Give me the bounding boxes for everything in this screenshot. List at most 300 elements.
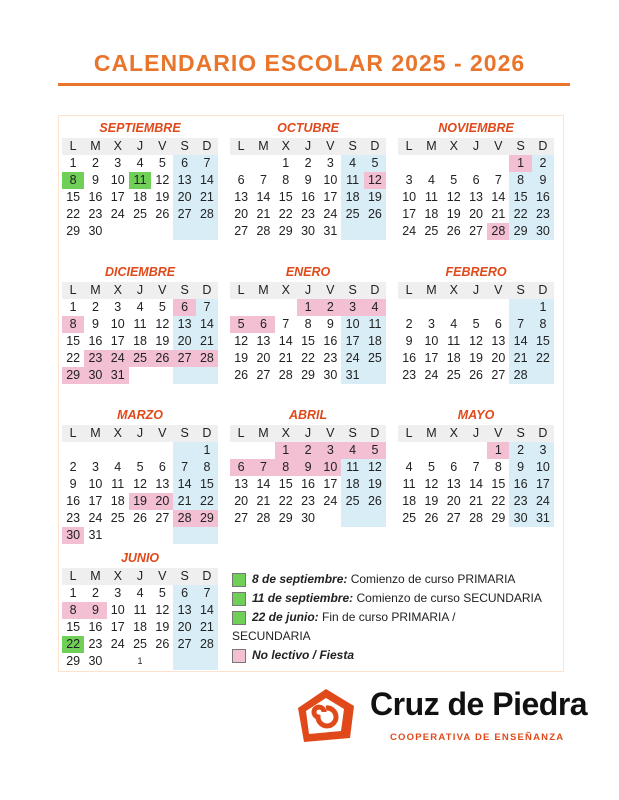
- day-cell: 14: [509, 333, 531, 350]
- weekday-header: M: [252, 282, 274, 299]
- day-cell: 30: [88, 654, 103, 668]
- day-cell: 30: [84, 367, 106, 384]
- day-cell: 30: [301, 224, 315, 238]
- day-cell: 9: [297, 459, 319, 476]
- day-cell: 1: [509, 155, 531, 172]
- day-cell: 13: [469, 190, 483, 204]
- day-cell: 10: [402, 190, 417, 204]
- day-cell: [230, 155, 252, 172]
- day-cell: [173, 367, 195, 384]
- day-cell: 18: [133, 334, 147, 348]
- day-cell: 21: [173, 493, 195, 510]
- legend-text: Fin de curso PRIMARIA /: [318, 610, 456, 624]
- legend-text: Comienzo de curso SECUNDARIA: [353, 591, 542, 605]
- day-cell: 17: [532, 476, 554, 493]
- month-name: ABRIL: [288, 408, 328, 422]
- day-cell: 1: [69, 586, 77, 600]
- day-cell: 1: [297, 299, 319, 316]
- weekday-header: D: [196, 282, 218, 299]
- day-cell: 14: [278, 334, 293, 348]
- month-name: JUNIO: [120, 551, 160, 565]
- month-abril: [230, 405, 386, 527]
- day-cell: [398, 442, 420, 459]
- day-cell: 14: [196, 602, 218, 619]
- day-cell: 12: [133, 477, 147, 491]
- day-cell: 12: [234, 334, 249, 348]
- day-cell: [364, 223, 386, 240]
- day-cell: 29: [509, 223, 531, 240]
- day-cell: 5: [158, 300, 166, 314]
- day-cell: 11: [133, 317, 147, 331]
- weekday-header: S: [509, 425, 531, 442]
- day-cell: 14: [173, 476, 195, 493]
- day-cell: 7: [196, 585, 218, 602]
- day-cell: 24: [323, 494, 338, 508]
- weekday-header: S: [341, 138, 363, 155]
- day-cell: 27: [469, 224, 483, 238]
- day-cell: 24: [424, 368, 439, 382]
- day-cell: 4: [136, 300, 144, 314]
- legend-swatch: [232, 649, 246, 663]
- legend-date: No lectivo / Fiesta: [252, 648, 355, 662]
- day-cell: 15: [509, 189, 531, 206]
- day-cell: 13: [256, 334, 271, 348]
- weekday-header: D: [532, 425, 554, 442]
- day-cell: 10: [323, 173, 338, 187]
- day-cell: 30: [532, 223, 554, 240]
- day-cell: [151, 223, 173, 240]
- day-cell: 25: [402, 511, 417, 525]
- day-cell: 21: [509, 350, 531, 367]
- day-cell: 3: [114, 300, 122, 314]
- weekday-header: X: [275, 282, 297, 299]
- day-cell: 17: [110, 620, 125, 634]
- logo-name: Cruz de Piedra: [370, 686, 588, 722]
- day-cell: 8: [304, 317, 312, 331]
- day-cell: 12: [446, 190, 461, 204]
- day-cell: 21: [196, 333, 218, 350]
- day-cell: 21: [256, 494, 271, 508]
- day-cell: 6: [472, 173, 480, 187]
- day-cell: [398, 155, 420, 172]
- day-cell: [420, 299, 442, 316]
- day-cell: 25: [110, 511, 125, 525]
- logo-subtitle: COOPERATIVA DE ENSEÑANZA: [390, 732, 565, 743]
- day-cell: 3: [91, 460, 99, 474]
- day-cell: 1: [487, 442, 509, 459]
- day-cell: 3: [114, 156, 122, 170]
- day-cell: [173, 223, 195, 240]
- weekday-header: S: [173, 568, 195, 585]
- day-cell: 25: [341, 493, 363, 510]
- day-cell: 9: [84, 602, 106, 619]
- day-cell: 21: [196, 619, 218, 636]
- day-cell: [129, 367, 151, 384]
- day-cell: 20: [469, 207, 483, 221]
- day-cell: 15: [491, 477, 506, 491]
- day-cell: [107, 653, 129, 670]
- day-cell: 11: [364, 316, 386, 333]
- weekday-header: L: [398, 282, 420, 299]
- day-cell: 7: [259, 173, 267, 187]
- day-cell: 25: [129, 350, 151, 367]
- weekday-header: S: [173, 282, 195, 299]
- month-name: ENERO: [285, 265, 331, 279]
- day-cell: 11: [133, 603, 147, 617]
- day-cell: 22: [509, 206, 531, 223]
- weekday-header: L: [398, 425, 420, 442]
- weekday-header: L: [398, 138, 420, 155]
- day-cell: 7: [173, 459, 195, 476]
- day-cell: 25: [424, 224, 439, 238]
- weekday-header: S: [341, 425, 363, 442]
- day-cell: 4: [341, 442, 363, 459]
- day-cell: [465, 299, 487, 316]
- day-cell: 26: [446, 224, 461, 238]
- day-cell: 31: [88, 528, 103, 542]
- day-cell: 20: [446, 494, 461, 508]
- day-cell: 19: [469, 351, 483, 365]
- day-cell: 6: [494, 317, 502, 331]
- day-cell: 15: [278, 477, 293, 491]
- day-cell: 13: [173, 172, 195, 189]
- day-cell: 22: [278, 494, 293, 508]
- day-cell: 9: [405, 334, 413, 348]
- weekday-header: X: [107, 138, 129, 155]
- day-cell: 14: [196, 172, 218, 189]
- day-cell: 23: [532, 206, 554, 223]
- weekday-header: J: [129, 568, 151, 585]
- day-cell: [465, 442, 487, 459]
- legend-item: [232, 589, 542, 608]
- legend-swatch: [232, 592, 246, 606]
- day-cell: 4: [450, 317, 458, 331]
- day-cell: 15: [278, 190, 293, 204]
- day-cell: 24: [110, 207, 125, 221]
- day-cell: 5: [158, 156, 166, 170]
- weekday-header: V: [319, 138, 341, 155]
- day-cell: 17: [402, 207, 417, 221]
- weekday-header: V: [151, 138, 173, 155]
- month-name: SEPTIEMBRE: [99, 121, 181, 135]
- weekday-header: L: [62, 425, 84, 442]
- weekday-header: J: [465, 282, 487, 299]
- day-cell: 25: [446, 368, 461, 382]
- day-cell: [275, 299, 297, 316]
- day-cell: 18: [110, 494, 125, 508]
- day-cell: 22: [301, 351, 315, 365]
- day-cell: [196, 367, 218, 384]
- day-cell: 6: [450, 460, 458, 474]
- legend-date: 22 de junio:: [252, 610, 319, 624]
- day-cell: 10: [424, 334, 439, 348]
- day-cell: 16: [66, 494, 81, 508]
- legend-text: SECUNDARIA: [232, 629, 311, 643]
- month-name: OCTUBRE: [277, 121, 339, 135]
- day-cell: 5: [230, 316, 252, 333]
- day-cell: 15: [301, 334, 315, 348]
- weekday-header: X: [107, 282, 129, 299]
- day-cell: 4: [136, 156, 144, 170]
- weekday-header: L: [230, 138, 252, 155]
- day-cell: 10: [88, 477, 103, 491]
- day-cell: 27: [234, 511, 249, 525]
- day-cell: 19: [155, 334, 170, 348]
- day-cell: [420, 155, 442, 172]
- weekday-header: D: [364, 138, 386, 155]
- day-cell: 20: [256, 351, 271, 365]
- day-cell: 14: [196, 316, 218, 333]
- day-cell: 6: [230, 459, 252, 476]
- day-cell: 3: [114, 586, 122, 600]
- day-cell: 9: [69, 477, 77, 491]
- day-cell: 30: [301, 511, 315, 525]
- day-cell: 27: [491, 368, 506, 382]
- day-cell: 3: [326, 156, 334, 170]
- day-cell: 4: [405, 460, 413, 474]
- day-cell: 27: [256, 368, 271, 382]
- day-cell: [151, 367, 173, 384]
- weekday-header: X: [275, 138, 297, 155]
- weekday-header: D: [196, 138, 218, 155]
- day-cell: 22: [491, 494, 506, 508]
- day-cell: 7: [472, 460, 480, 474]
- day-cell: 19: [364, 476, 386, 493]
- day-cell: 14: [469, 477, 483, 491]
- month-junio: [62, 548, 218, 670]
- day-cell: 19: [129, 493, 151, 510]
- legend: [232, 570, 542, 665]
- day-cell: [107, 442, 129, 459]
- day-cell: 17: [323, 190, 338, 204]
- weekday-header: D: [196, 568, 218, 585]
- day-cell: [252, 299, 274, 316]
- day-cell: 22: [62, 636, 84, 653]
- weekday-header: L: [230, 425, 252, 442]
- day-cell: 16: [323, 334, 338, 348]
- legend-item: [232, 646, 542, 665]
- day-cell: 28: [173, 510, 195, 527]
- day-cell: 15: [66, 190, 81, 204]
- day-cell: 16: [402, 351, 417, 365]
- day-cell: 20: [234, 207, 249, 221]
- day-cell: [465, 155, 487, 172]
- day-cell: 8: [275, 459, 297, 476]
- day-cell: 27: [173, 636, 195, 653]
- day-cell: [487, 155, 509, 172]
- day-cell: 29: [196, 510, 218, 527]
- day-cell: 26: [151, 350, 173, 367]
- day-cell: 24: [532, 493, 554, 510]
- day-cell: 2: [297, 442, 319, 459]
- day-cell: 11: [129, 172, 151, 189]
- day-cell: 9: [91, 173, 99, 187]
- day-cell: 9: [91, 317, 99, 331]
- weekday-header: D: [196, 425, 218, 442]
- day-cell: 31: [323, 224, 338, 238]
- day-cell: 12: [155, 173, 170, 187]
- day-cell: 13: [446, 477, 461, 491]
- month-name: NOVIEMBRE: [438, 121, 514, 135]
- weekday-header: D: [364, 282, 386, 299]
- cruz-de-piedra-logo-icon: [294, 686, 358, 744]
- day-cell: 6: [237, 173, 245, 187]
- day-cell: 2: [91, 586, 99, 600]
- day-cell: 11: [447, 334, 461, 348]
- day-cell: 7: [494, 173, 502, 187]
- page-title: CALENDARIO ESCOLAR 2025 - 2026: [93, 50, 526, 76]
- weekday-header: X: [107, 425, 129, 442]
- day-cell: 28: [487, 223, 509, 240]
- day-cell: 5: [472, 317, 480, 331]
- weekday-header: X: [275, 425, 297, 442]
- weekday-header: J: [297, 138, 319, 155]
- weekday-header: D: [532, 282, 554, 299]
- day-cell: 2: [405, 317, 413, 331]
- day-cell: 23: [301, 494, 315, 508]
- day-cell: 6: [158, 460, 166, 474]
- day-cell: 11: [402, 477, 416, 491]
- day-cell: 29: [491, 511, 506, 525]
- weekday-header: J: [297, 282, 319, 299]
- day-cell: 12: [155, 603, 170, 617]
- day-cell: 12: [424, 477, 439, 491]
- day-cell: [443, 299, 465, 316]
- day-cell: 25: [341, 206, 363, 223]
- day-cell: 17: [424, 351, 439, 365]
- day-cell: 6: [173, 299, 195, 316]
- day-cell: 28: [256, 511, 271, 525]
- day-cell: 20: [173, 189, 195, 206]
- day-cell: 4: [114, 460, 122, 474]
- day-cell: [107, 527, 129, 544]
- day-cell: 6: [252, 316, 274, 333]
- day-cell: 19: [424, 494, 439, 508]
- day-cell: 5: [364, 155, 386, 172]
- day-cell: 13: [234, 477, 249, 491]
- day-cell: 28: [469, 511, 483, 525]
- day-cell: 13: [173, 602, 195, 619]
- weekday-header: L: [62, 138, 84, 155]
- day-cell: [420, 442, 442, 459]
- day-cell: 19: [364, 189, 386, 206]
- day-cell: 23: [88, 207, 103, 221]
- weekday-header: J: [465, 138, 487, 155]
- day-cell: [532, 367, 554, 384]
- day-cell: 23: [509, 493, 531, 510]
- weekday-header: L: [62, 568, 84, 585]
- day-cell: 5: [364, 442, 386, 459]
- title-underline: [58, 83, 570, 86]
- day-cell: 16: [88, 190, 103, 204]
- day-cell: 31: [532, 510, 554, 527]
- day-cell: 27: [173, 350, 195, 367]
- day-cell: 31: [341, 367, 363, 384]
- day-cell: 24: [110, 637, 125, 651]
- day-cell: 2: [319, 299, 341, 316]
- day-cell: 1: [196, 442, 218, 459]
- weekday-header: M: [252, 138, 274, 155]
- day-cell: [364, 510, 386, 527]
- day-cell: 29: [301, 368, 315, 382]
- day-cell: 28: [256, 224, 271, 238]
- day-cell: [173, 527, 195, 544]
- day-cell: 18: [341, 476, 363, 493]
- legend-text: Comienzo de curso PRIMARIA: [347, 572, 516, 586]
- day-cell: 13: [234, 190, 249, 204]
- day-cell: 12: [469, 334, 483, 348]
- day-cell: 23: [301, 207, 315, 221]
- weekday-header: X: [443, 138, 465, 155]
- day-cell: 17: [88, 494, 103, 508]
- day-cell: [319, 510, 341, 527]
- day-cell: 3: [532, 442, 554, 459]
- day-cell: 29: [66, 654, 81, 668]
- day-cell: 24: [88, 511, 103, 525]
- month-mayo: [398, 405, 554, 527]
- day-cell: 29: [62, 367, 84, 384]
- day-cell: 1: [69, 300, 77, 314]
- day-cell: 28: [196, 636, 218, 653]
- legend-swatch: [232, 611, 246, 625]
- day-cell: 21: [256, 207, 271, 221]
- weekday-header: S: [509, 282, 531, 299]
- day-cell: [173, 653, 195, 670]
- day-cell: [151, 527, 173, 544]
- day-cell: 4: [427, 173, 435, 187]
- month-enero: [230, 262, 386, 384]
- month-noviembre: [398, 118, 554, 240]
- day-cell: 25: [133, 637, 147, 651]
- day-cell: 8: [62, 602, 84, 619]
- day-cell: [196, 653, 218, 670]
- day-cell: 27: [234, 224, 249, 238]
- day-cell: 15: [66, 334, 81, 348]
- month-marzo: [62, 405, 218, 544]
- day-cell: 9: [304, 173, 312, 187]
- weekday-header: V: [151, 282, 173, 299]
- day-cell: 10: [532, 459, 554, 476]
- day-cell: 14: [256, 477, 271, 491]
- day-cell: 28: [509, 367, 531, 384]
- weekday-header: J: [129, 138, 151, 155]
- day-cell: 23: [323, 351, 338, 365]
- day-cell: [196, 223, 218, 240]
- day-cell: 15: [532, 333, 554, 350]
- day-cell: 3: [341, 299, 363, 316]
- day-cell: 16: [301, 477, 315, 491]
- day-cell: 14: [491, 190, 506, 204]
- day-cell: 20: [234, 494, 249, 508]
- day-cell: 21: [491, 207, 506, 221]
- weekday-header: M: [252, 425, 274, 442]
- day-cell: 29: [66, 224, 81, 238]
- day-cell: 26: [155, 207, 170, 221]
- day-cell: 6: [173, 585, 195, 602]
- day-cell: 23: [66, 511, 81, 525]
- day-cell: 20: [151, 493, 173, 510]
- day-cell: 30: [509, 510, 531, 527]
- day-cell: 22: [532, 350, 554, 367]
- day-cell: 11: [341, 172, 363, 189]
- month-name: DICIEMBRE: [104, 265, 176, 279]
- weekday-header: V: [487, 282, 509, 299]
- day-cell: [230, 442, 252, 459]
- day-cell: 23: [84, 350, 106, 367]
- day-cell: 8: [62, 172, 84, 189]
- weekday-header: M: [84, 568, 106, 585]
- day-cell: 9: [532, 172, 554, 189]
